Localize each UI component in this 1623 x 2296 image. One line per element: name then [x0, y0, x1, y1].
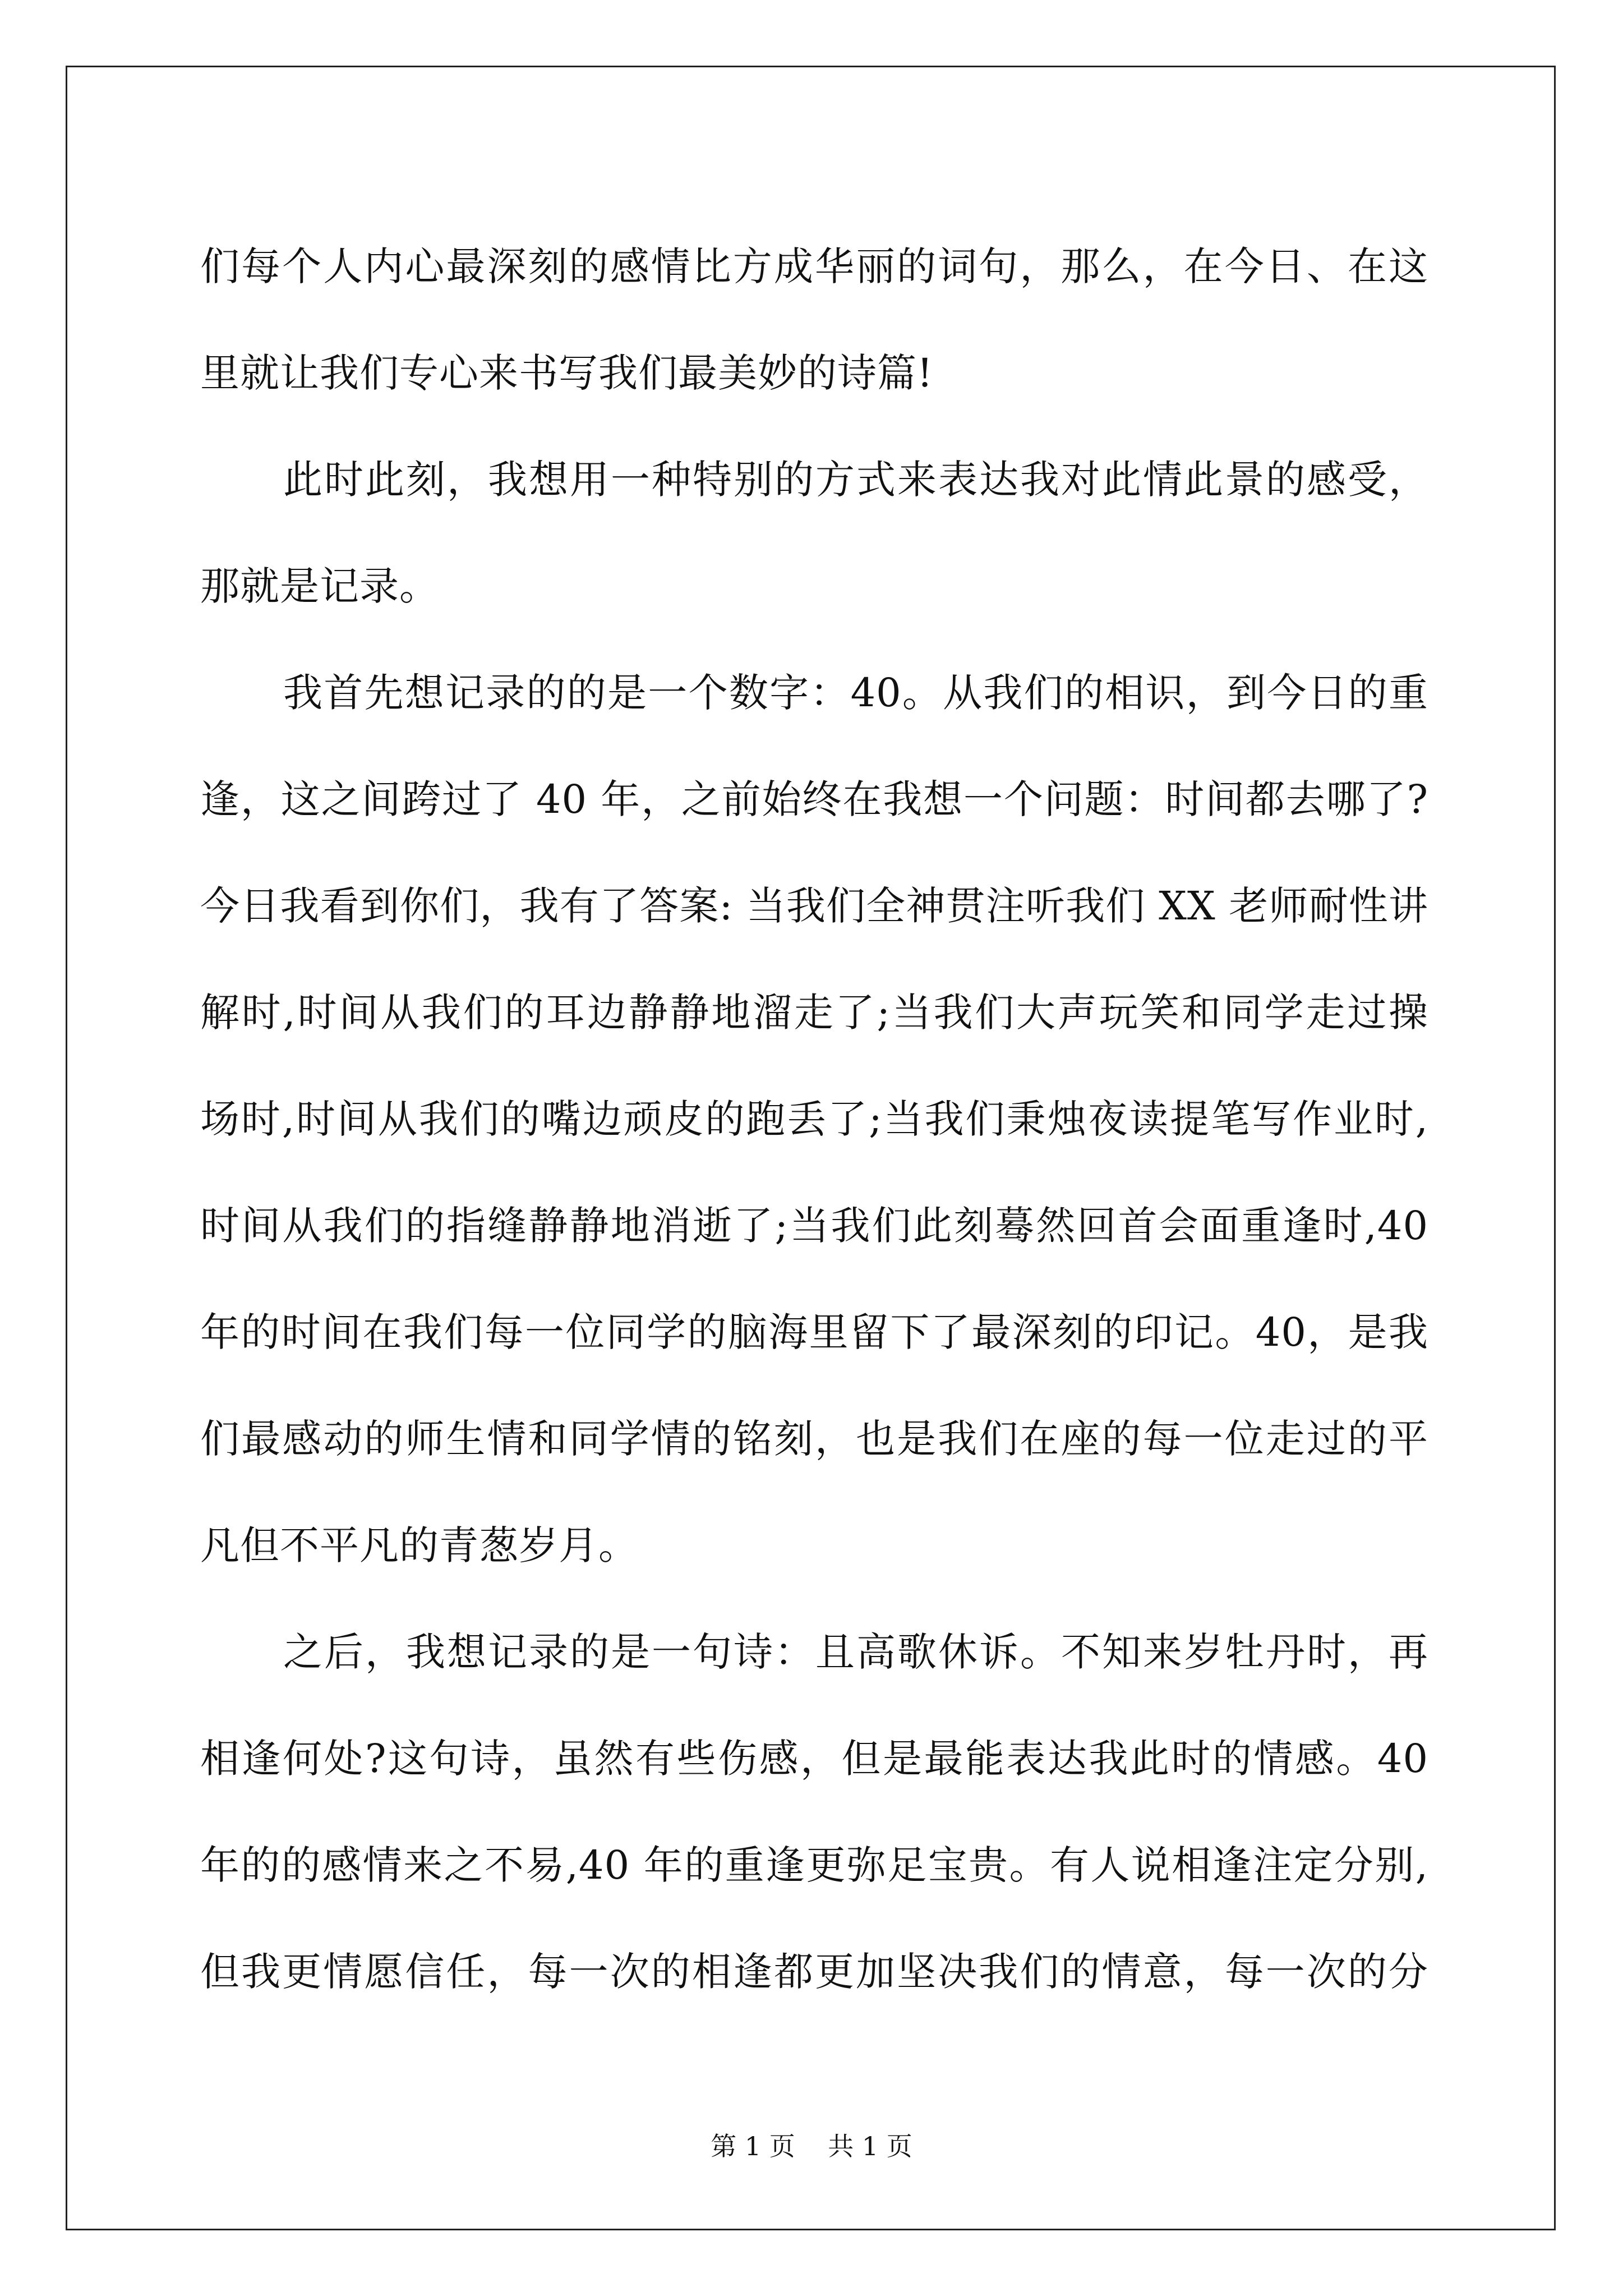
text-line: 们每个人内心最深刻的感情比方成华丽的词句，那么，在今日、在这	[200, 243, 1428, 289]
text-line: 此时此刻，我想用一种特别的方式来表达我对此情此景的感受，	[283, 457, 1428, 503]
text-line: 里就让我们专心来书写我们最美妙的诗篇!	[200, 350, 934, 396]
text-line: 今日我看到你们，我有了答案: 当我们全神贯注听我们 XX 老师耐性讲	[200, 883, 1428, 929]
text-line: 相逢何处?这句诗，虽然有些伤感，但是最能表达我此时的情感。40	[200, 1736, 1428, 1782]
text-line: 们最感动的师生情和同学情的铭刻，也是我们在座的每一位走过的平	[200, 1416, 1428, 1462]
paragraph-4	[200, 1599, 1428, 2025]
text-line: 之后，我想记录的是一句诗：且高歌休诉。不知来岁牡丹时，再	[283, 1629, 1428, 1675]
page-footer	[0, 2126, 1623, 2163]
paragraph-2	[200, 426, 1428, 639]
text-line: 那就是记录。	[200, 563, 439, 609]
paragraph-1	[200, 213, 1428, 426]
paragraph-3	[200, 639, 1428, 1599]
text-line: 我首先想记录的的是一个数字：40。从我们的相识，到今日的重	[283, 670, 1428, 716]
text-line: 解时,时间从我们的耳边静静地溜走了;当我们大声玩笑和同学走过操	[200, 990, 1428, 1036]
text-line: 时间从我们的指缝静静地消逝了;当我们此刻蓦然回首会面重逢时,40	[200, 1203, 1428, 1249]
page-number-label: 第 1 页 共 1 页	[711, 2131, 912, 2161]
text-line: 场时,时间从我们的嘴边顽皮的跑丢了;当我们秉烛夜读提笔写作业时,	[200, 1096, 1428, 1142]
text-line: 年的时间在我们每一位同学的脑海里留下了最深刻的印记。40，是我	[200, 1309, 1428, 1355]
text-line: 逢，这之间跨过了 40 年，之前始终在我想一个问题：时间都去哪了?	[200, 776, 1428, 822]
text-line: 但我更情愿信任，每一次的相逢都更加坚决我们的情意，每一次的分	[200, 1949, 1428, 1995]
document-body	[200, 213, 1428, 2025]
text-line: 凡但不平凡的青葱岁月。	[200, 1522, 638, 1568]
text-line: 年的的感情来之不易,40 年的重逢更弥足宝贵。有人说相逢注定分别,	[200, 1842, 1428, 1888]
